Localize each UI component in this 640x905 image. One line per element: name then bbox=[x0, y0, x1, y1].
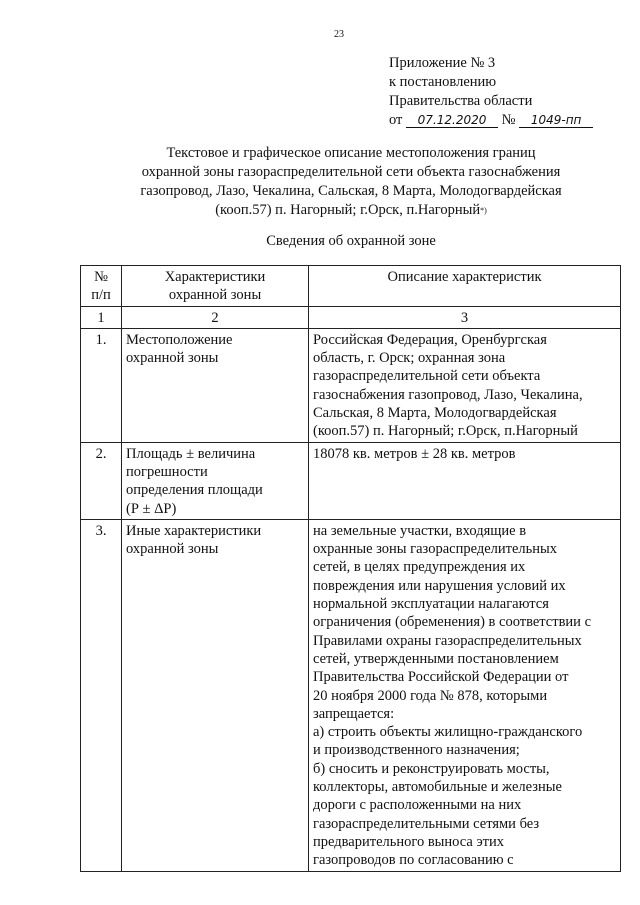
desc-line: а) строить объекты жилищно-гражданского bbox=[313, 724, 583, 741]
handwritten-date: 07.12.2020 bbox=[417, 113, 487, 127]
char-line: (Р ± ΔР) bbox=[126, 500, 177, 517]
char-line: охранной зоны bbox=[126, 541, 219, 558]
char-line: охранной зоны bbox=[126, 350, 219, 367]
header-num bbox=[81, 266, 122, 307]
desc-line: коллекторы, автомобильные и железные bbox=[313, 779, 562, 796]
title-line4 bbox=[86, 201, 616, 220]
desc-line: Правительства Российской Федерации от bbox=[313, 669, 569, 686]
desc-line: газопроводов по согласованию с bbox=[313, 852, 514, 869]
index-cell-3: 3 bbox=[309, 306, 621, 328]
page-number: 23 bbox=[334, 29, 344, 40]
desc-line: на земельные участки, входящие в bbox=[313, 522, 527, 539]
header-characteristics bbox=[122, 266, 309, 307]
index-cell-1: 1 bbox=[81, 306, 122, 328]
date-underline bbox=[406, 114, 498, 128]
desc-line: сетей, утвержденными постановлением bbox=[313, 650, 559, 667]
desc-line: охранные зоны газораспределительных bbox=[313, 541, 558, 558]
table-row bbox=[81, 328, 621, 442]
row-number: 2. bbox=[81, 442, 122, 519]
desc-line: и производственного назначения; bbox=[313, 742, 520, 759]
row-description bbox=[309, 328, 621, 442]
handwritten-number: 1049-пп bbox=[530, 113, 582, 127]
title-line1: Текстовое и графическое описание местоположения границ bbox=[166, 145, 536, 161]
appendix-line1: Приложение № 3 bbox=[389, 55, 496, 71]
row-description bbox=[309, 442, 621, 519]
char-line: Иные характеристики bbox=[126, 522, 262, 539]
appendix-line3: Правительства области bbox=[389, 93, 533, 109]
char-line: определения площади bbox=[126, 482, 263, 499]
desc-line: (кооп.57) п. Нагорный; г.Орск, п.Нагорный bbox=[313, 423, 578, 440]
header-num-line1: № bbox=[94, 269, 108, 285]
header-char-line2: охранной зоны bbox=[168, 287, 262, 304]
row-characteristic bbox=[122, 328, 309, 442]
from-label: от bbox=[389, 112, 403, 128]
number-underline bbox=[519, 114, 593, 128]
char-line: Местоположение bbox=[126, 331, 233, 348]
desc-line: дороги с расположенными на них bbox=[313, 797, 522, 814]
appendix-block bbox=[389, 54, 593, 130]
desc-line: сетей, в целях предупреждения их bbox=[313, 559, 526, 576]
table-header-row bbox=[81, 266, 621, 307]
header-description bbox=[309, 266, 621, 307]
title-footnote-mark: *) bbox=[480, 206, 487, 215]
desc-line: газоснабжения газопровод, Лазо, Чекалина, bbox=[313, 386, 583, 403]
char-line: погрешности bbox=[126, 463, 208, 480]
number-label: № bbox=[501, 112, 516, 128]
title-line4-text: (кооп.57) п. Нагорный; г.Орск, п.Нагорный bbox=[215, 202, 481, 218]
desc-line: нормальной эксплуатации налагаются bbox=[313, 596, 549, 613]
row-number: 3. bbox=[81, 519, 122, 871]
table-index-row bbox=[81, 306, 621, 328]
table-row bbox=[81, 442, 621, 519]
section-subtitle: Сведения об охранной зоне bbox=[266, 233, 436, 249]
desc-line: 20 ноября 2000 года № 878, которыми bbox=[313, 687, 548, 704]
document-title bbox=[86, 144, 616, 220]
desc-line: предварительного выноса этих bbox=[313, 833, 505, 850]
desc-line: б) сносить и реконструировать мосты, bbox=[313, 760, 550, 777]
row-characteristic bbox=[122, 442, 309, 519]
header-desc-text: Описание характеристик bbox=[387, 269, 542, 285]
index-cell-2: 2 bbox=[122, 306, 309, 328]
row-characteristic bbox=[122, 519, 309, 871]
desc-line: 18078 кв. метров ± 28 кв. метров bbox=[313, 445, 516, 462]
desc-line: Правилами охраны газораспределительных bbox=[313, 632, 582, 649]
desc-line: Российская Федерация, Оренбургская bbox=[313, 331, 547, 348]
row-number: 1. bbox=[81, 328, 122, 442]
desc-line: повреждения или нарушения условий их bbox=[313, 577, 566, 594]
header-char-line1: Характеристики bbox=[164, 269, 266, 285]
appendix-date-line bbox=[389, 111, 593, 130]
desc-line: запрещается: bbox=[313, 705, 395, 722]
desc-line: ограничения (обременения) в соответствии с bbox=[313, 614, 591, 631]
header-num-line2: п/п bbox=[91, 287, 111, 304]
title-line2: охранной зоны газораспределительной сети объекта газоснабжения bbox=[141, 164, 561, 180]
desc-line: Сальская, 8 Марта, Молодогвардейская bbox=[313, 405, 557, 422]
row-description bbox=[309, 519, 621, 871]
title-line3: газопровод, Лазо, Чекалина, Сальская, 8 Марта, Молодогвардейская bbox=[140, 183, 562, 199]
desc-line: область, г. Орск; охранная зона bbox=[313, 350, 506, 367]
table-row bbox=[81, 519, 621, 871]
zone-info-table bbox=[80, 265, 621, 872]
appendix-line2: к постановлению bbox=[389, 74, 497, 90]
desc-line: газораспределительными сетями без bbox=[313, 815, 540, 832]
char-line: Площадь ± величина bbox=[126, 445, 256, 462]
desc-line: газораспределительной сети объекта bbox=[313, 368, 541, 385]
